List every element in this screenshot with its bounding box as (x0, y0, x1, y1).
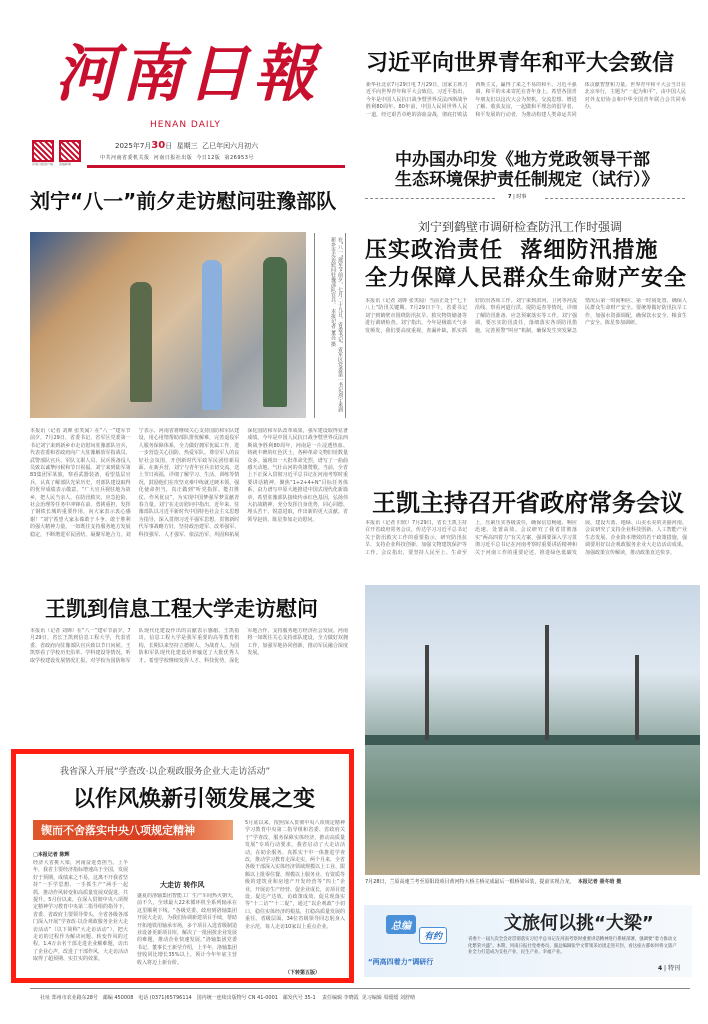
masthead-english: HENAN DAILY (150, 120, 221, 130)
issue-number: 第26953号 (224, 155, 254, 161)
article-body: 本报讯（记者 归欣）7月29日，省长王凯主持召开省政府常务会议，传达学习习近平总书记关于防汛救灾工作的重要指示，研究防汛抗旱、支持企业科技创新、加强文物建筑保护等工作。会议指出，要坚持人民至上、生命至上，压紧压实各级责任，确保信息畅通、响应迅速、处置高效。会议研究了我省贯彻落实“两高四着力”有关方案，强调要深入学习贯彻习近平总书记在河南考察时重要讲话精神和关于河南工作的重要论述，推进绿色低碳发展，建设天蓝、地绿、山美水美的美丽河南。会议研究了支持企业科技创新、人工智能产业生态发展、企业降本增效的若干政策措施，强调要用好以企观政服务企业大走访活动成果，加强政策宣传解读，推动政策直达快享。 (365, 520, 687, 556)
article-body: 本报讯（记者 刘婵 张笑闻）在“八一”建军节前夕，7月29日，省委书记、省军区党委第一书记刘宁来到新乡市走访慰问驻豫部队官兵，代表省委和省政府向广大驻豫解放军指战员、武警部队官兵、军队文职人员、民兵预备役人员致以诚挚问候和节日祝福。刘宁来到陆军第83集团军某旅，察看武器装备，看望基层官兵，认真了解部队光荣历史，对部队建设取得的优异成绩表示敬意。“广大官兵视驻地为故乡，把人民当亲人，在防汛救灾、应急抢险、社会治理等任务中冲锋在前、勇挑重担，发挥了钢铁长城的重要作用，向大家表示衷心感谢！”刘宁希望大家永葆敢于斗争、敢于胜利的强大精神力量，一如既往支持服务地方发展稳定，不断增进军民团结，凝聚军地合力。刘宁表示，河南省将继续关心支持国防和军队建设，用心用情帮助部队排忧解难，完善退役军人服务保障体系，全力做好拥军优属工作，进一步营造关心国防、热爱军队、尊崇军人的良好社会氛围，开创新时代军政军民团结新局面。在新兵营，刘宁与青年官兵亲切交流，送上节日祝福，详细了解学习、生活、训练等情况，鼓励他们在攻坚克难中练就过硬本领，强化使命担当，真正做到“听党指挥、能打胜仗、作风优良”，为实现中国梦强军梦贡献青春力量。刘宁在走访慰问中指出，近年来，驻豫部队以习近平新时代中国特色社会主义思想为指导，深入贯彻习近平强军思想，贯彻新时代军事战略方针，坚持政治建军、改革强军、科技强军、人才强军、依法治军，巩固和拓展深化国防和军队改革成果，强军建设取得显著成绩。今年是中国人民抗日战争暨世界反法西斯战争胜利80周年，河南是一片浸透热血、铸就丰碑的红色沃土，各种革命文物旧址数量众多，涌现出一大批革命先烈，谱写了一曲曲感天动地、气壮山河的英雄赞歌。当前，全省上下正深入贯彻习近平总书记在河南考察时重要讲话精神，聚焦“1+2+4+N”目标任务体系，奋力谱写中原大地推进中国式现代化新篇章，希望驻豫部队接续传承红色基因，弘扬伟大抗战精神，充分发挥自身优势，同心同德、埋头苦干、锐意进取，作出新的更大贡献。省领导赵钧、陈星参加走访慰问。 (30, 428, 348, 538)
feature-section-head: 大走访 转作风 (160, 881, 205, 889)
headline-wangkai-visit[interactable]: 王凯到信息工程大学走访慰问 (45, 597, 318, 621)
page-number: 7 (508, 194, 512, 200)
page-count: 今日12版 (196, 155, 221, 161)
footer-postcode: 邮编 450008 (102, 995, 134, 1001)
promo-badge-1: 总编 (386, 915, 416, 934)
issue-meta (100, 154, 254, 161)
footer-rule (30, 988, 690, 989)
promo-blurb: 省委十一届九次全会对贯彻落实习近平总书记在河南考察时重要讲话精神进行系统部署，强调要“着力推动文化繁荣兴盛”。本期，河南日报社党委委员、副总编辑张学文带领采访团走进开封，看这座古都如何将文旅产业全力打造成为支柱产业、民生产业、幸福产业。 (468, 937, 677, 955)
promo-banner[interactable] (364, 905, 692, 977)
page-number: 4 (657, 965, 663, 972)
feature-body-a: 经济大省挑大梁，河南奋进勇担当。上半年，我省主要经济指标增速高于全国，发展好于预期。成绩来之不易，这离不开我省坚持“一手学思想、一手抓生产”两手一起抓，推动作风转变和高质量发展双促进、共提升。5月份以来，在深入贯彻中央八项规定精神学习教育中央第二指导组的指导下，省委、省政府主要领导带头，全省各级各部门深入开展“学查改·以企观政服务企业大走访活动”（以下简称“大走访活动”），把大走访的过程作为解决问题、转变作风的过程，1.4万余名干部走进企业解难题，访出了企业心声，改进了干部作风，大走访活动取得了超预期、实打实的效果。 (33, 860, 128, 963)
photo-credit: 本报记者 董亮 摄 (330, 308, 336, 347)
footer-editor: 责任编辑 李晓霞 (322, 995, 359, 1001)
masthead-rule (87, 165, 345, 168)
headline-line: 生态环境保护责任制规定（试行）》 (395, 170, 659, 190)
feature-kicker: 我省深入开展“学查改·以企观政服务企业大走访活动” (60, 767, 271, 777)
headline-line: 全力保障人民群众生命财产安全 (365, 266, 688, 291)
qr-label: 河南日报客户端 (32, 162, 54, 166)
photo-caption (314, 233, 346, 418)
feature-banner: 锲而不舍落实中央八项规定精神 (33, 820, 233, 840)
weekday: 星期三 (176, 142, 198, 150)
date-suffix: 日 (165, 142, 173, 150)
feature-body-b: 盛夏的洛轴集团智能工厂生产车间热火朝天，前不久，全球最大22米循环机全系列轴承在这里顺利下线。“各级党委、政府到洛轴集团开展大走访，为我们协调新建项目手续，帮助开拓地铁用轴承市场，多个项目入选省级制造业设备更新项目库，解决了一批困扰企业发展的难题，推动企业快速发展。”洛轴集团党委书记、董事长王新莹介绍，上半年，洛轴集团营收同比增长35%以上，预计今年年底主营收入将迈上新台阶。 (137, 893, 237, 966)
date-month: 2025年7月 (115, 142, 152, 150)
headline-xi-letter[interactable]: 习近平向世界青年和平大会致信 (366, 51, 675, 76)
headline-ecology-rules[interactable] (395, 150, 659, 190)
caption-text: 在“八一”建军节前夕，七月二十九日，省委书记、省军区党委第一书记刘宁来到新乡市走访慰问驻豫部队官兵。 (330, 237, 343, 413)
footer-address: 社址 郑州市农业路东28号 (40, 995, 98, 1001)
bridge-caption (365, 879, 700, 886)
headline-line: 压实政治责任 落细防汛措施 (365, 238, 659, 263)
feature-byline: □本报记者 陈辉 (33, 852, 70, 858)
lunar-date: 乙巳年闰六月初六 (202, 142, 259, 150)
promo-series: “两高四着力”调研行 (368, 958, 434, 966)
footer-phone: 电话 (0371)65796114 (138, 995, 192, 1001)
caption-text: 7月28日，兰原高速兰考至原阳段项目黄河特大桥主桥完成最后一根桥梁吊装，提前实现合龙。 (365, 879, 575, 885)
article-body: 本报讯（记者 刘婵 张笑闻）当前正处于“七下八上”防汛关键期。7月29日下午，省委书记刘宁到鹤壁市围绕防汛抗旱、救灾物资储备等进行调研检查。刘宁指出，今年是极端天气多发频发，我们要高度重视，查漏补缺，抓实抓好防汛各项工作。刘宁来到淇河、卫河等河流沿线，察看河道行洪、堤防巡查等情况，详细了解防汛准备、应急预案落实等工作。刘宁强调，要压实防汛责任，落细落实各项防汛措施，完善预警“叫应”机制，确保发生突发紧急情况后第一时间响应、第一时间处置，确保人民群众生命财产安全。要统筹做好防汛抗旱工作，加强水资源调配，确保饮水安全、粮食生产安全。陈星参加调研。 (365, 298, 687, 334)
qr-code-icon[interactable] (59, 140, 81, 162)
divider (545, 198, 685, 199)
divider (365, 198, 495, 199)
footer-info (40, 994, 415, 1001)
qr-code-icon[interactable] (32, 140, 54, 162)
qr-codes (32, 140, 81, 166)
section-name: 时事 (516, 194, 527, 200)
photo-bridge-construction (365, 585, 700, 875)
headline-flood-control[interactable] (365, 237, 687, 293)
promo-headline[interactable]: 文旅何以挑“大梁” (504, 913, 654, 934)
section-name: 特刊 (667, 965, 680, 972)
article-body: 新华社北京7月29日电 7月29日，国家主席习近平向世界青年和平大会致信。习近平指出，今年是中国人民抗日战争暨世界反法西斯战争胜利80周年。80年前，中国人民同世界人民一道，经过艰苦卓绝的浴血奋战，彻底打败法西斯主义，赢得了来之不易的和平。习近平强调，和平的未来寄托在青年身上。希望各国青年朋友们以这次大会为契机，交流思想、增进了解、收获友谊，一起做和平理念的倡导者、和平发展的行动者，为推动构建人类命运共同体贡献智慧和力量。世界青年和平大会当日在北京举行，主题为“一起为和平”，由中国人民对外友好协会和中华全国青年联合会共同举办。 (366, 82, 686, 118)
photo-military-visit (30, 232, 306, 418)
headline-liuning-army[interactable]: 刘宁“八一”前夕走访慰问驻豫部队 (30, 189, 337, 213)
publisher: 河南日报社出版 (153, 155, 193, 161)
promo-badge-2: 有约 (419, 927, 447, 944)
footer-cn: 国内统一连续出版物号 CN 41-0001 (196, 995, 278, 1001)
story-kicker: 刘宁到鹤壁市调研检查防汛工作时强调 (418, 220, 623, 234)
issue-date (115, 140, 258, 151)
org: 中共河南省委机关报 (100, 155, 150, 161)
footer-proof: 见习编辑 周缓缓 刘舒晴 (361, 995, 416, 1001)
footer-postal: 邮发代号 35-1 (282, 995, 316, 1001)
photo-credit: 本报记者 聂冬晗 摄 (577, 879, 622, 885)
masthead-logo: 河南日報 (55, 37, 320, 110)
feature-body-c: 5月底以来，按照深入贯彻中央八项规定精神学习教育中央第二指导组和省委、省政府关于“学查改，服务保障实体经济，推动高质量发展”专项行动要求，我省启动了大走访活动，在助企服务、真抓实干中一体推进学查改，推动学习教育走深走实。两个月来，全省各级干部深入实体经济领域规模以上工业、限额以上批零住餐、规模以上服务业、有资质等级的建筑业和房地产开发经营等“四上”企业，开展访生产经营、促企业成长，访项目建设、促达产达效，访政策成效、促兑现落实等“十二访”“十二促”，通过“以企观政”小切口，稳住实体经济的根基，扛稳高质量发展的重任。省级层面，34位省级领导同志躬身入企示范，每人走访10家以上重点企业。 (245, 820, 345, 930)
headline-line: 中办国办印发《地方党政领导干部 (395, 150, 650, 170)
continued-link[interactable]: （下转第五版） (285, 970, 321, 976)
promo-page-ref[interactable]: 4 | 特刊 (657, 965, 680, 972)
page-ref[interactable]: 7 | 时事 (508, 194, 527, 200)
date-day: 30 (151, 140, 166, 151)
qr-label: 顶端新闻 (59, 162, 72, 166)
headline-state-council[interactable]: 王凯主持召开省政府常务会议 (372, 489, 684, 517)
article-body: 本报讯（记者 刘婵）在“八一”建军节前夕，7月29日，省长王凯到信息工程大学，代表省委、省政府向驻豫部队官兵致以节日问候。王凯察看了学校历史沿革、学科建设等情况，听取学校建设发展情况汇报，对学校为国防和军队现代化建设作出的贡献表示感谢。王凯指出，信息工程大学是我军重要的高等教育机构，长期以来坚持立德树人、为战育人，为国防和军队现代化建设培养输送了大批优秀人才。希望学校继续发挥人才、科技优势，深化军地合作，支持服务地方经济社会发展。河南将一如既往关心支持部队建设，全力做好双拥工作，加强军地协同创新，推动军民融合深度发展。 (30, 628, 348, 664)
feature-headline[interactable]: 以作风焕新引领发展之变 (73, 787, 316, 812)
